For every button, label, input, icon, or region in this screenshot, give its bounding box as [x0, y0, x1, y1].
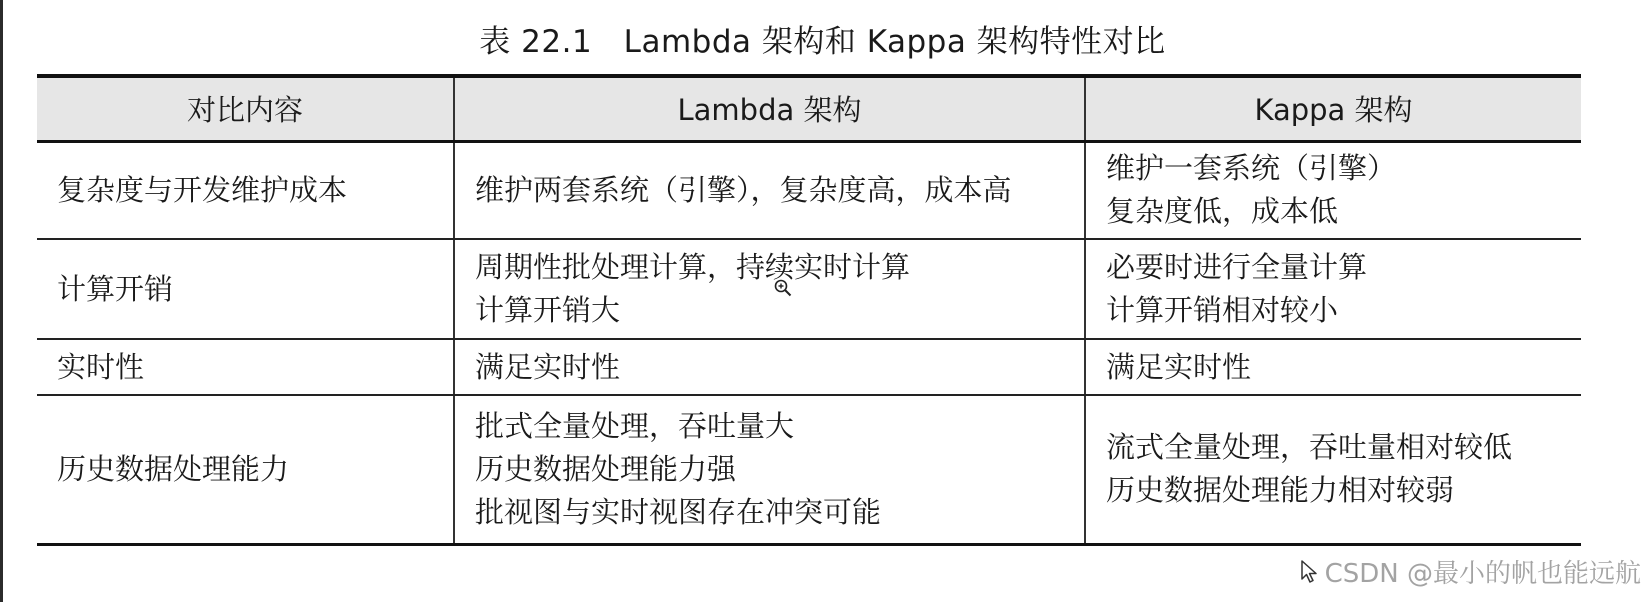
- cell-line: 计算开销相对较小: [1106, 293, 1339, 327]
- cell-line: 实时性: [57, 349, 145, 384]
- cell-kappa: [1085, 239, 1581, 339]
- cell-line: 历史数据处理能力强: [475, 451, 737, 486]
- cell-line: 维护一套系统（引擎）: [1106, 151, 1397, 186]
- cell-line: 复杂度与开发维护成本: [57, 172, 348, 207]
- table-row: [37, 239, 1581, 339]
- cell-line: 流式全量处理，吞吐量相对较低: [1106, 430, 1513, 465]
- cell-line: 复杂度低，成本低: [1106, 194, 1339, 229]
- table-row: [37, 339, 1581, 395]
- cell-line: 历史数据处理能力: [57, 451, 290, 486]
- cell-feature: [37, 339, 454, 395]
- cell-lambda: [454, 395, 1085, 544]
- cell-line: 计算开销大: [475, 293, 621, 327]
- zoom-in-cursor-icon: [773, 278, 793, 298]
- cell-lambda: [454, 141, 1085, 239]
- cell-lambda: [454, 339, 1085, 395]
- table-caption: 表 22.1 Lambda 架构和 Kappa 架构特性对比: [479, 24, 1166, 60]
- cell-kappa: [1085, 141, 1581, 239]
- cell-feature: [37, 395, 454, 544]
- cell-kappa: [1085, 339, 1581, 395]
- cell-line: 批式全量处理，吞吐量大: [475, 408, 795, 443]
- comparison-table: [37, 74, 1581, 546]
- cell-line: 满足实时性: [475, 349, 621, 384]
- cell-line: 周期性批处理计算，持续实时计算: [475, 250, 911, 284]
- cell-line: 必要时进行全量计算: [1106, 250, 1368, 284]
- cell-feature: [37, 239, 454, 339]
- cell-line: 满足实时性: [1106, 349, 1252, 384]
- cell-line: 历史数据处理能力相对较弱: [1106, 473, 1455, 508]
- header-kappa: Kappa 架构: [1085, 76, 1581, 141]
- csdn-watermark: [1299, 553, 1641, 590]
- cell-line: 计算开销: [57, 271, 174, 306]
- cell-line: 批视图与实时视图存在冲突可能: [475, 494, 882, 529]
- table-row: [37, 141, 1581, 239]
- cursor-arrow-icon: [1299, 559, 1321, 585]
- table-row: [37, 395, 1581, 544]
- header-lambda: Lambda 架构: [454, 76, 1085, 141]
- cell-line: 维护两套系统（引擎），复杂度高，成本高: [475, 172, 1012, 207]
- cell-feature: [37, 141, 454, 239]
- cell-kappa: [1085, 395, 1581, 544]
- table-header-row: [37, 76, 1581, 141]
- watermark-text: CSDN @最小的帆也能远航: [1324, 559, 1641, 589]
- comparison-table-container: [37, 74, 1581, 546]
- left-edge-border: [0, 0, 3, 602]
- header-feature: 对比内容: [37, 76, 454, 141]
- cell-lambda: [454, 239, 1085, 339]
